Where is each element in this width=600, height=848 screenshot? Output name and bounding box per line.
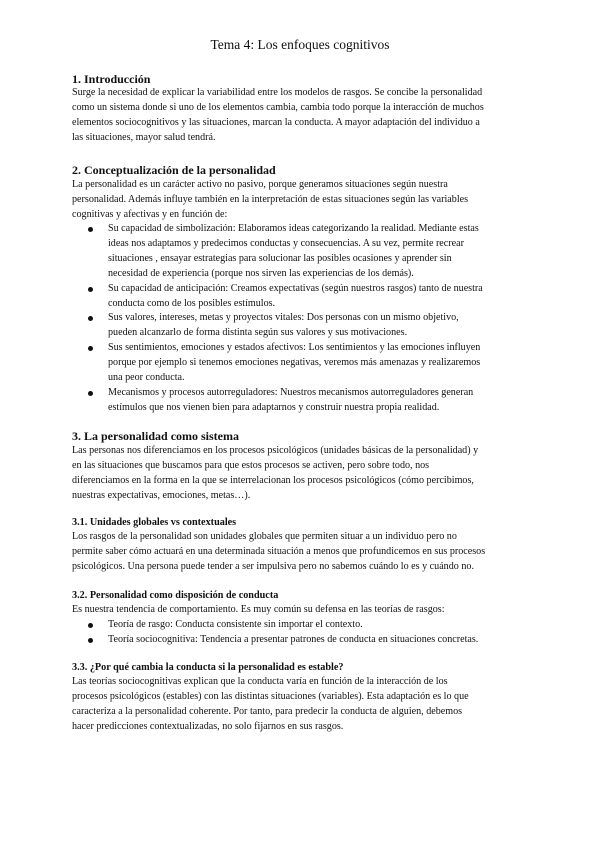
- paragraph-unidades: [72, 530, 530, 575]
- list-item: [72, 618, 530, 633]
- paragraph-sistema: [72, 444, 530, 504]
- text-line: necesidad de experiencia (porque nos sirven las experiencias de los demás).: [108, 267, 414, 279]
- text-line: estímulos que nos vienen bien para adaptarnos y construir nuestra propia realidad.: [108, 401, 440, 413]
- list-item: [72, 341, 530, 386]
- heading-cambio: 3.3. ¿Por qué cambia la conducta si la personalidad es estable?: [72, 662, 344, 673]
- text-line: La personalidad es un carácter activo no pasivo, porque generamos situaciones según nuestra: [72, 179, 448, 190]
- text-line: caracteriza a la personalidad coherente. Por tanto, para predecir la conducta de alguien, debemos: [72, 705, 463, 717]
- text-line: psicológicos. Una persona puede tender a ser impulsiva pero no sabemos cuándo lo es y cuándo no.: [72, 560, 474, 572]
- bullet-icon: [88, 287, 93, 292]
- text-line: conducta como de los posibles estímulos.: [108, 297, 276, 309]
- text-line: las situaciones, mayor salud tendrá.: [72, 131, 216, 143]
- text-line: personalidad. Además influye también en la interpretación de estas situaciones según las variables: [72, 193, 469, 205]
- list-item: [72, 282, 530, 312]
- heading-sistema: 3. La personalidad como sistema: [72, 429, 240, 443]
- text-line: Los rasgos de la personalidad son unidades globales que permiten situar a un individuo pero no: [72, 531, 457, 542]
- text-line: procesos psicológicos (estables) con las distintas situaciones (variables). Esta adaptación es lo que: [72, 690, 469, 702]
- text-line: Las teorías sociocognitivas explican que la conducta varía en función de la interacción de los: [72, 676, 448, 687]
- text-line: elementos sociocognitivos y las situaciones, marcan la conducta. A mayor adaptación del individuo a: [72, 116, 480, 128]
- text-line: hacer predicciones contextualizadas, no solo fijarnos en sus rasgos.: [72, 720, 344, 732]
- list-item: [72, 633, 530, 648]
- bullet-icon: [88, 638, 93, 643]
- text-line: nuestras expectativas, emociones, metas…).: [72, 489, 251, 501]
- text-line: Las personas nos diferenciamos en los procesos psicológicos (unidades básicas de la personalidad) y: [72, 445, 479, 456]
- text-line: Teoría de rasgo: Conducta consistente sin importar el contexto.: [108, 619, 363, 630]
- list-item: [72, 311, 530, 341]
- text-line: permite saber cómo actuará en una determinada situación a menos que profundicemos en sus procesos: [72, 545, 486, 557]
- paragraph-disposicion: [72, 603, 530, 618]
- bullet-icon: [88, 391, 93, 396]
- text-line: Es nuestra tendencia de comportamiento. Es muy común su defensa en las teorías de rasgos:: [72, 604, 445, 615]
- bullet-icon: [88, 316, 93, 321]
- bullet-icon: [88, 346, 93, 351]
- paragraph-introduccion: [72, 86, 530, 146]
- paragraph-conceptualizacion: [72, 178, 530, 223]
- text-line: situaciones , ensayar estrategias para solucionar las posibles ocasiones y aprender sin: [108, 252, 452, 264]
- text-line: Sus valores, intereses, metas y proyectos vitales: Dos personas con un mismo objetivo,: [108, 312, 459, 324]
- list-item: [72, 222, 530, 282]
- list-item: [72, 386, 530, 416]
- bullet-icon: [88, 623, 93, 628]
- list-disposicion: [72, 618, 530, 648]
- heading-disposicion: 3.2. Personalidad como disposición de conducta: [72, 590, 279, 601]
- document-title: Tema 4: Los enfoques cognitivos: [210, 37, 390, 52]
- text-line: Mecanismos y procesos autorreguladores: Nuestros mecanismos autorreguladores generan: [108, 386, 474, 398]
- text-line: Su capacidad de anticipación: Creamos expectativas (según nuestros rasgos) tanto de nuestra: [108, 282, 483, 294]
- text-line: pueden alcanzarlo de forma distinta según sus valores y sus motivaciones.: [108, 327, 408, 339]
- text-line: porque por ejemplo si tenemos emociones negativas, veremos más amenazas y realizaremos: [108, 357, 481, 369]
- text-line: Teoría sociocognitiva: Tendencia a presentar patrones de conducta en situaciones concretas.: [108, 633, 479, 645]
- text-line: Surge la necesidad de explicar la variabilidad entre los modelos de rasgos. Se concibe la personalidad: [72, 87, 483, 98]
- text-line: Su capacidad de simbolización: Elaboramos ideas categorizando la realidad. Mediante estas: [108, 223, 479, 234]
- text-line: como un sistema donde si uno de los elementos cambia, cambia todo porque la interacción de muchos: [72, 101, 484, 113]
- heading-introduccion: 1. Introducción: [72, 72, 151, 86]
- text-line: cognitivas y afectivas y en función de:: [72, 208, 228, 220]
- heading-unidades: 3.1. Unidades globales vs contextuales: [72, 517, 237, 528]
- text-line: una peor conducta.: [108, 372, 185, 384]
- text-line: Sus sentimientos, emociones y estados afectivos: Los sentimientos y las emociones influyen: [108, 342, 481, 354]
- paragraph-cambio: [72, 675, 530, 735]
- text-line: diferenciamos en la forma en la que se interrelacionan los procesos psicológicos (cómo percibimos,: [72, 474, 474, 486]
- bullet-icon: [88, 227, 93, 232]
- heading-conceptualizacion: 2. Conceptualización de la personalidad: [72, 163, 276, 177]
- text-line: en las situaciones que buscamos para que estos procesos se activen, pero sobre todo, nos: [72, 459, 430, 471]
- text-line: ideas nos adaptamos y predecimos conductas y consecuencias. A su vez, permite recrear: [108, 237, 464, 249]
- list-conceptualizacion: [72, 222, 530, 416]
